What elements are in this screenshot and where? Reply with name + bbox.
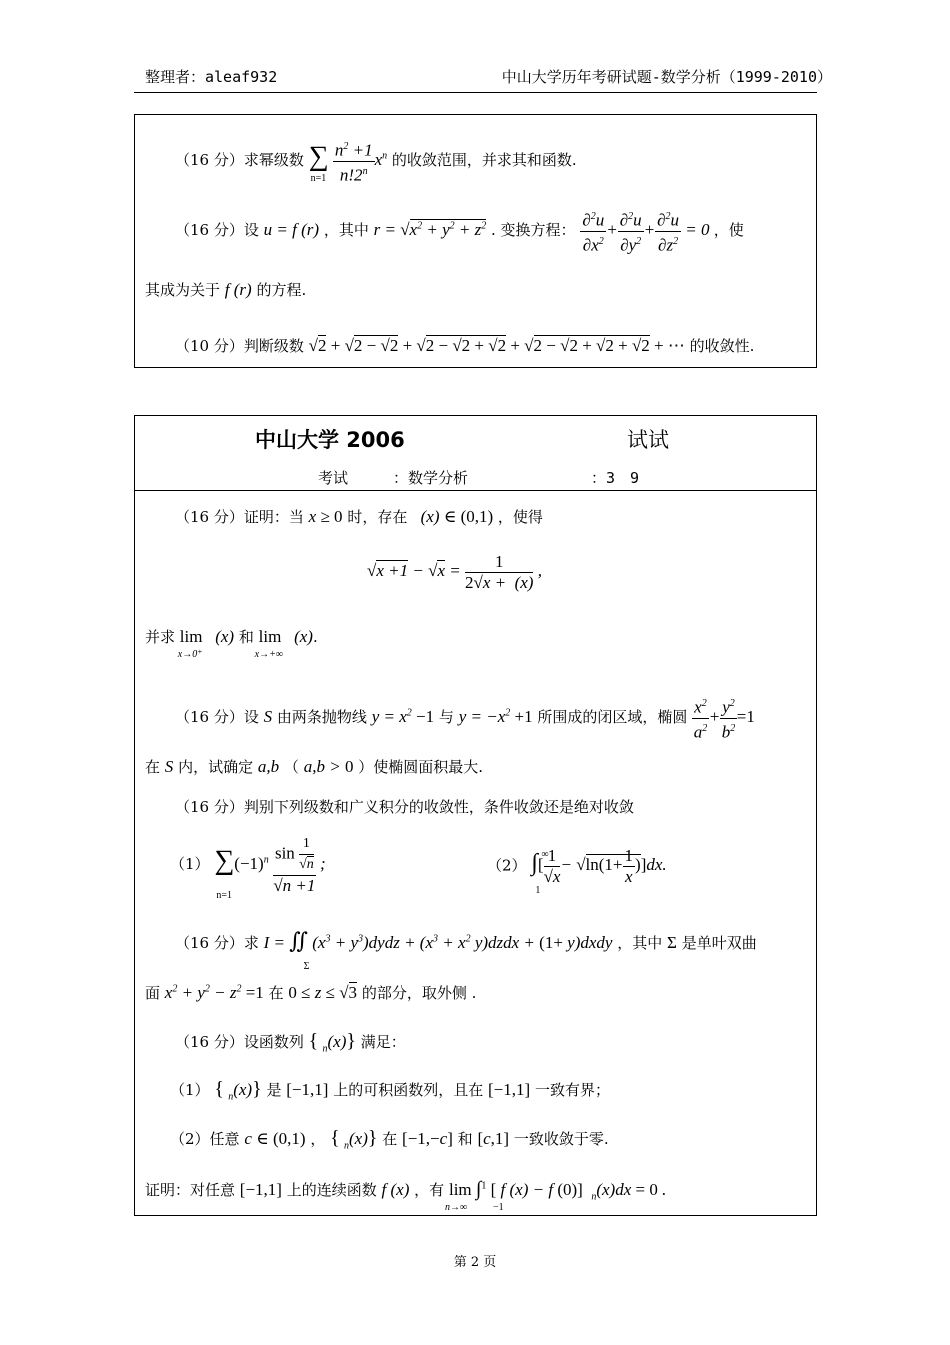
text: 和 <box>457 1130 473 1148</box>
text: ）使椭圆面积最大. <box>358 758 483 776</box>
formula-lim-inf: lim x→+∞ (x) <box>254 627 313 660</box>
problem-laplace <box>175 207 744 255</box>
text: 面 <box>145 984 161 1002</box>
text: 其成为关于 <box>145 281 221 299</box>
text: 与 <box>438 708 454 727</box>
q3-part1 <box>170 834 326 901</box>
formula-fr: f (r) <box>224 280 252 299</box>
text: ， <box>310 1130 326 1148</box>
formula-fn-seq: { $_n$(x)} <box>308 1030 356 1055</box>
formula-S2: S <box>164 757 174 776</box>
formula-surface-integral: I = ∬ Σ ($x^3$ + $y^3)dydz + (x^3 + x^2$ y)dzdx + (1+ y)dxdy <box>263 928 613 972</box>
text: . 变换方程： <box>491 221 576 240</box>
text: 在 <box>268 984 284 1002</box>
text: 一致有界； <box>534 1081 610 1099</box>
exam-subtitle-right: ：3 9 <box>591 469 640 487</box>
text: （16 分）证明：当 <box>175 508 304 526</box>
text: （ <box>283 758 299 776</box>
formula-improper-integral: ∫ ∞ 1 [ $\frac{1}{√x}$ − √ln(1+ $\frac{1}{x}$ )]dx. <box>531 846 667 897</box>
text: 内，试确定 <box>178 758 254 776</box>
formula-z-range: 0 ≤ z ≤ √3 <box>288 983 358 1002</box>
text: （10 分）判断级数 <box>175 337 304 355</box>
problem-nested-roots <box>175 335 754 356</box>
formula-c-range: c ∈ (0,1) <box>244 1129 306 1148</box>
problem-box-1 <box>134 114 817 368</box>
formula-fn-seq-2: { $_n$(x)} <box>214 1078 262 1103</box>
text: （16 分）设函数列 <box>175 1033 304 1051</box>
text: 所围成的闭区域，椭圆 <box>537 708 688 727</box>
q3-part2 <box>487 846 667 897</box>
q3-line: （16 分）判别下列级数和广义积分的收敛性，条件收敛还是绝对收敛 <box>175 798 634 816</box>
text: 时，存在 <box>347 508 408 526</box>
formula-mean-value: √x +1 − √x = $\frac{1}{2√x + (x)}$ , <box>367 552 542 592</box>
text: 一致收敛于零. <box>513 1130 609 1148</box>
formula-fn-seq-3: { $_n$(x)} <box>330 1127 378 1152</box>
formula-power-series: ∑ n=1 $\frac{n^2 +1}{n!2^n}$ $x^n$ <box>309 137 388 185</box>
text: 是 <box>266 1081 282 1099</box>
formula-interval-3: [−1,−c] <box>402 1129 453 1148</box>
formula-interval-1: [−1,1] <box>286 1080 329 1099</box>
formula-interval-2: [−1,1] <box>488 1080 531 1099</box>
q4-line1 <box>175 928 757 972</box>
q5-cond1 <box>170 1078 610 1102</box>
q5-proof <box>145 1178 667 1213</box>
exam-title-right: 试试 <box>627 428 669 452</box>
formula-lim-0: lim x→0⁺ (x) <box>177 627 235 660</box>
text: （16 分）求幂级数 <box>175 151 304 170</box>
exam-box-2006 <box>134 415 817 1216</box>
q1-formula <box>367 552 542 593</box>
header-left: 整理者：aleaf932 <box>145 68 278 86</box>
formula-laplace: $\frac{\partial^2u}{\partial x^2}$ + $\frac{\partial^2u}{\partial y^2}$ + $\frac{\partial^2u}{\partial z^2}$ = 0 <box>580 220 713 239</box>
formula-interval-4: [c,1] <box>477 1129 510 1148</box>
text: （16 分）设 <box>175 708 259 727</box>
text: 并求 <box>145 628 176 646</box>
text: 和 <box>238 628 254 646</box>
formula-interval-5: [−1,1] <box>239 1180 282 1199</box>
exam-subtitle-mid: ：数学分析 <box>393 469 469 487</box>
header-right: 中山大学历年考研试题-数学分析（1999-2010） <box>501 68 832 86</box>
text: 在 <box>145 758 161 776</box>
text: 的部分，取外侧 . <box>361 984 477 1002</box>
formula-theta-range: (x) ∈ (0,1) <box>412 507 494 526</box>
q2-line2 <box>145 756 483 777</box>
formula-hyperboloid: $x^2 + y^2 - z^2 =1$ <box>164 983 264 1002</box>
formula-S: S <box>263 707 273 727</box>
formula-nested-roots: √2 + √2 − √2 + √2 − √2 + √2 + √2 − √2 + √2 + √2 + ⋯ <box>308 336 685 355</box>
text: 上的连续函数 <box>286 1181 377 1199</box>
exam-subtitle-left: 考试 <box>318 469 349 487</box>
q2-line1 <box>175 694 755 742</box>
text: ，其中 <box>323 221 369 240</box>
q1-line3: 并求 lim x→0⁺ (x) 和 lim x→+∞ (x). <box>145 627 318 660</box>
text: 由两条抛物线 <box>276 708 367 727</box>
title-divider <box>135 490 816 491</box>
formula-x-geq-0: x ≥ 0 <box>308 507 343 526</box>
page-footer: 第 2 页 <box>453 1255 497 1270</box>
text: 的方程. <box>256 281 307 299</box>
formula-r: $r = √x^2 + y^2 + z^2$ <box>373 220 487 240</box>
formula-u: u = f (r) <box>263 220 320 240</box>
problem-laplace-cont <box>145 279 306 300</box>
text: 证明：对任意 <box>145 1181 236 1199</box>
text: ，其中 <box>617 934 663 952</box>
text: 上的可积函数列，且在 <box>333 1081 484 1099</box>
text: （1） <box>170 855 210 873</box>
formula-parabola-2: $y = -x^2 +1$ <box>458 707 533 727</box>
text: 的收敛范围，并求其和函数. <box>391 151 577 170</box>
problem-power-series <box>175 137 577 185</box>
formula-ab-pos: a,b > 0 <box>303 757 354 776</box>
text: ，有 <box>414 1181 445 1199</box>
formula-ab: a,b <box>257 757 280 776</box>
text: （2）任意 <box>170 1130 240 1148</box>
text: 是单叶双曲 <box>681 934 757 952</box>
formula-parabola-1: $y = x^2 -1$ <box>371 707 435 727</box>
q1-line1 <box>175 506 543 527</box>
q5-cond2 <box>170 1127 609 1151</box>
q4-line2 <box>145 982 476 1003</box>
text: 满足： <box>360 1033 406 1051</box>
text: ，使 <box>713 221 744 240</box>
formula-limit-integral: lim n→∞ ∫$^1$ −1 [ f (x) − f (0)] $_n$(x)dx = 0 . <box>444 1178 667 1213</box>
exam-title: 中山大学 2006 <box>255 428 405 452</box>
text: （16 分）设 <box>175 221 259 240</box>
text: （16 分）求 <box>175 934 259 952</box>
formula-sigma: Σ <box>667 933 677 952</box>
formula-series-sin: ∑ n=1 $(-1)^n$ sin $\frac{1}{√n}$ √n +1 ; <box>214 836 326 901</box>
text: （1） <box>170 1081 210 1099</box>
text: 的收敛性. <box>689 337 755 355</box>
formula-ellipse: $\frac{x^2}{a^2}$ + $\frac{y^2}{b^2}$ =1 <box>692 707 755 726</box>
formula-fx: f (x) <box>381 1180 410 1199</box>
text: ，使得 <box>497 508 543 526</box>
q5-line1 <box>175 1030 406 1054</box>
text: （2） <box>487 856 527 875</box>
text: 在 <box>382 1130 398 1148</box>
header-rule <box>134 92 817 93</box>
